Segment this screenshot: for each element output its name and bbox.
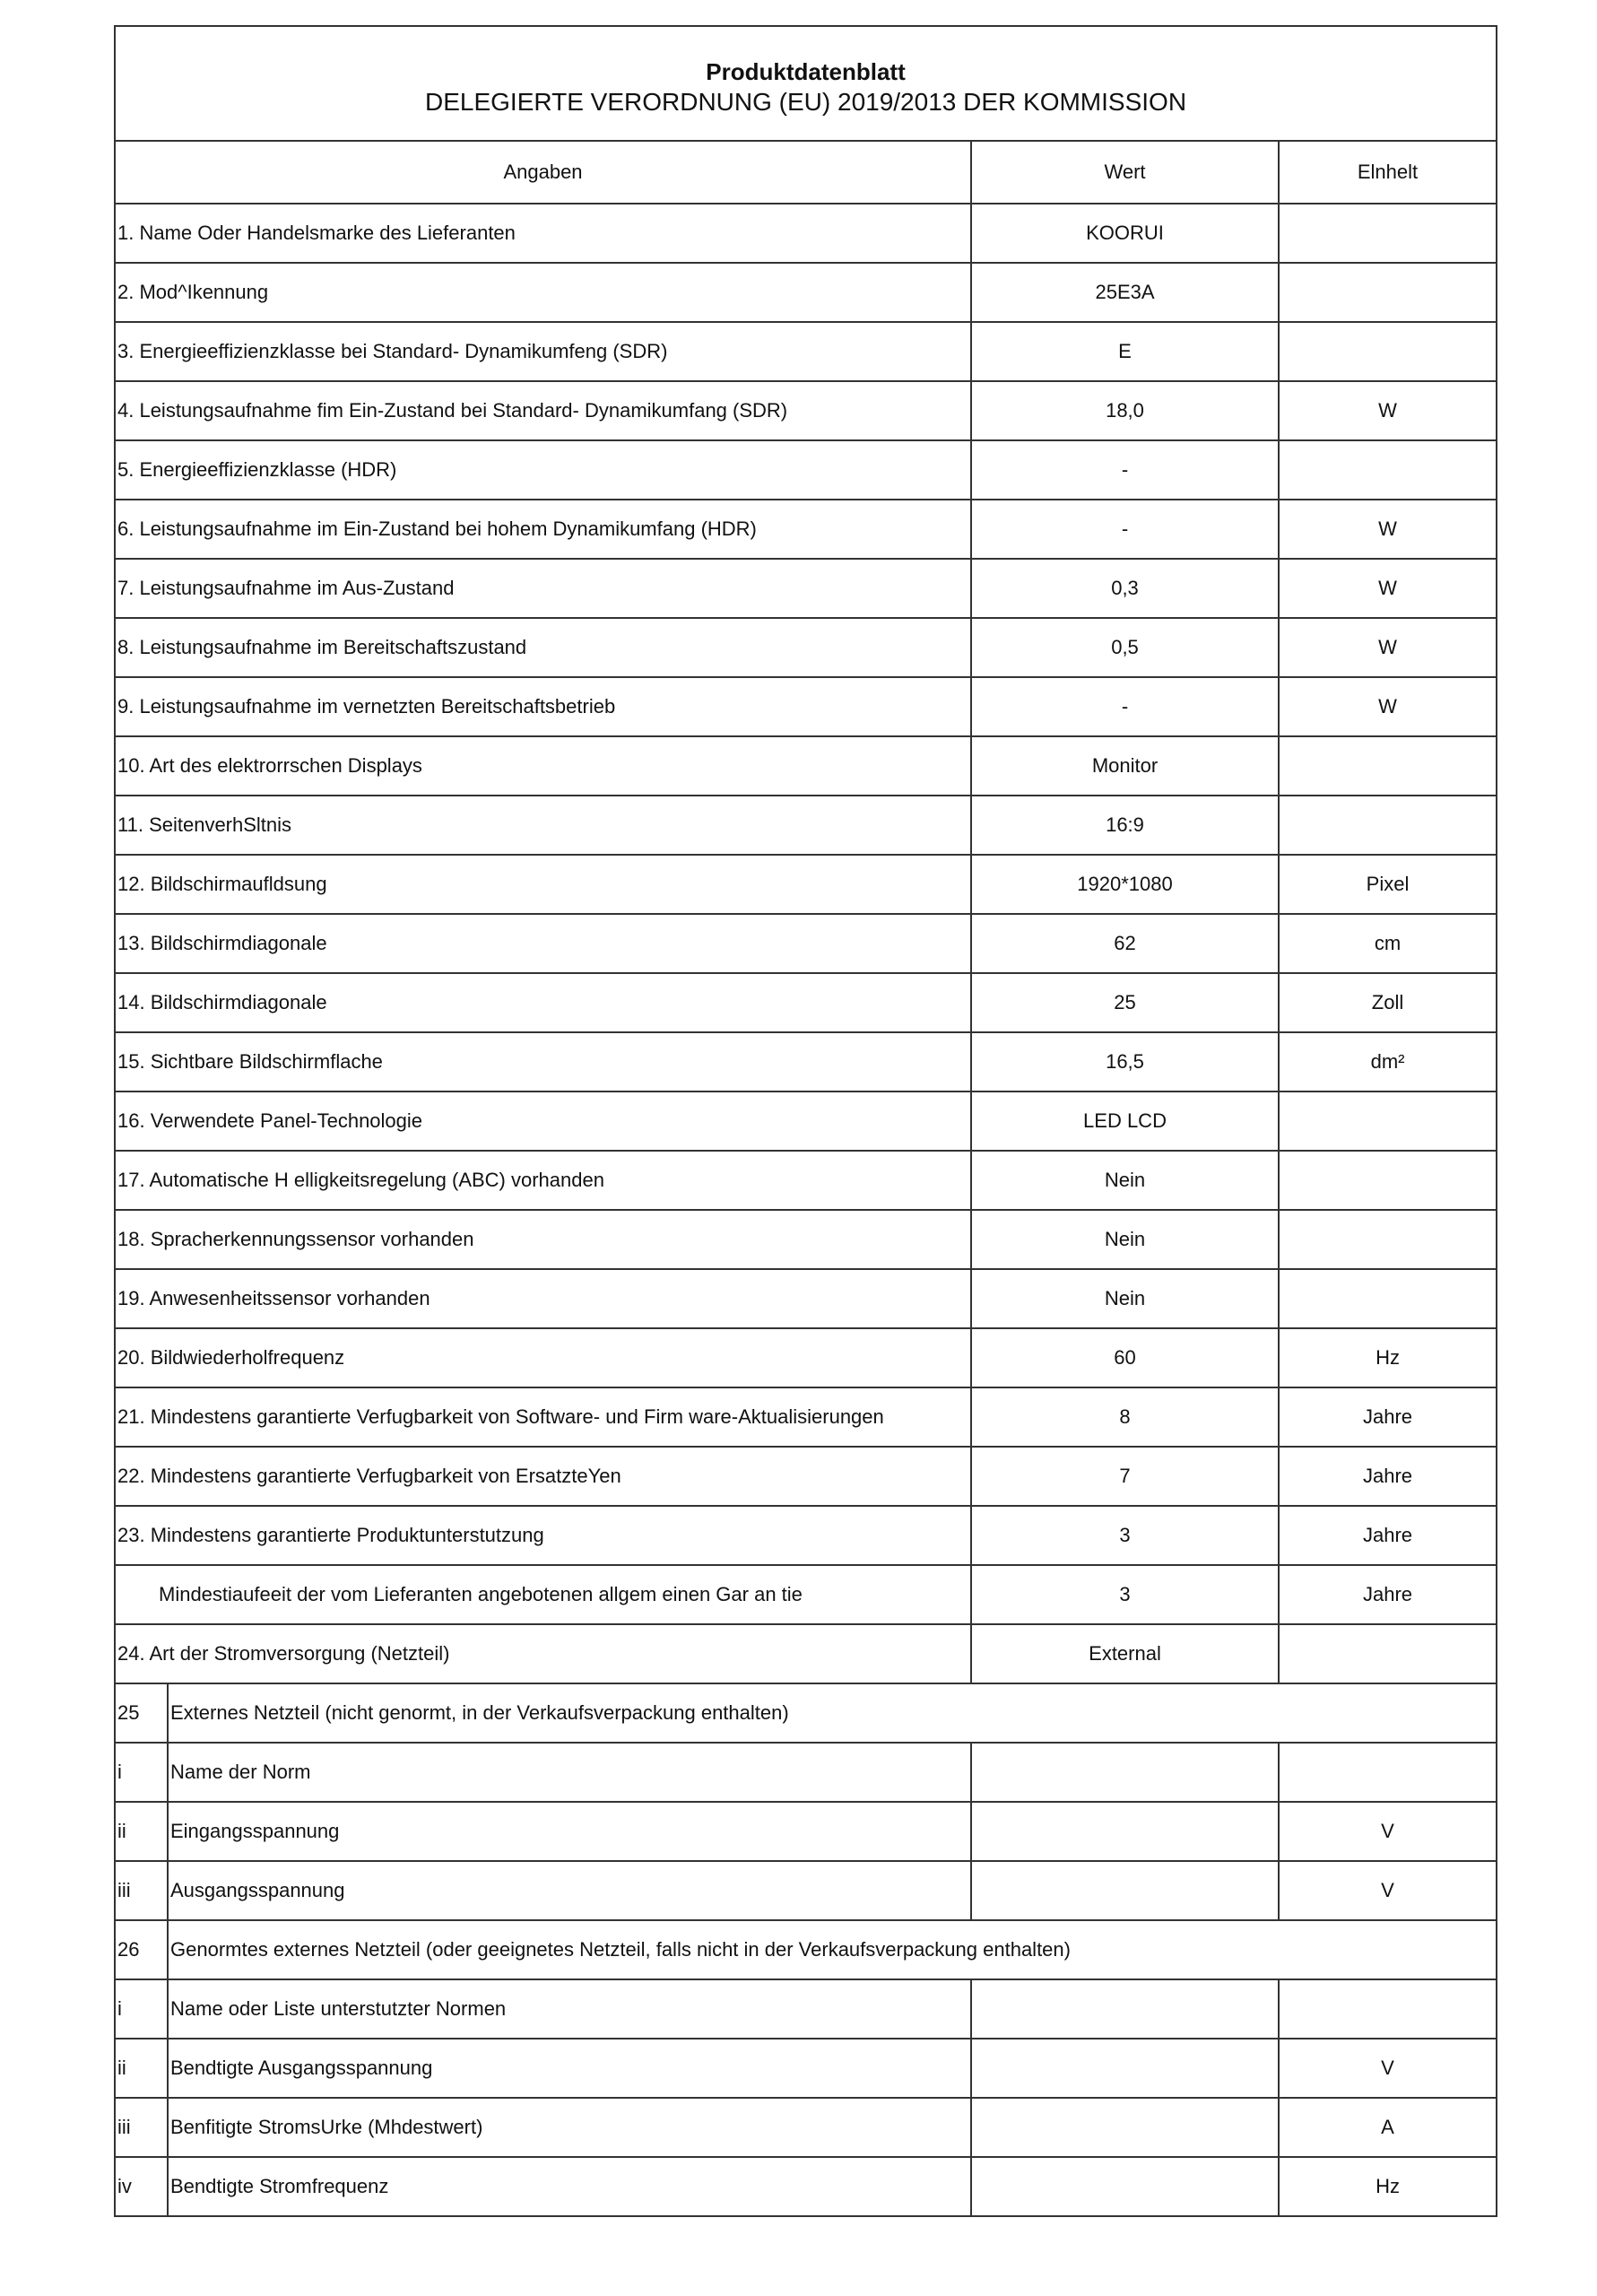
row-value: 3 [971, 1506, 1279, 1565]
row-unit [1279, 204, 1497, 263]
table-row [115, 618, 1497, 677]
item-number: iv [115, 2157, 168, 2216]
table-row [115, 263, 1497, 322]
section-item-row [115, 1743, 1497, 1802]
item-label: Name oder Liste unterstutzter Normen [168, 1979, 971, 2039]
row-value: 0,5 [971, 618, 1279, 677]
table-row [115, 204, 1497, 263]
row-unit: W [1279, 677, 1497, 736]
row-unit: Zoll [1279, 973, 1497, 1032]
row-label: 4. Leistungsaufnahme fim Ein-Zustand bei Standard- Dynamikumfang (SDR) [115, 381, 971, 440]
item-number: ii [115, 2039, 168, 2098]
product-data-sheet-table [114, 25, 1497, 2217]
row-value: LED LCD [971, 1091, 1279, 1151]
row-unit: W [1279, 500, 1497, 559]
table-row [115, 1447, 1497, 1506]
table-row [115, 796, 1497, 855]
row-value: Nein [971, 1269, 1279, 1328]
item-value [971, 1802, 1279, 1861]
item-unit [1279, 1743, 1497, 1802]
table-row [115, 1151, 1497, 1210]
row-unit: cm [1279, 914, 1497, 973]
item-number: ii [115, 1802, 168, 1861]
section-header-row [115, 1920, 1497, 1979]
table-row [115, 500, 1497, 559]
item-value [971, 1743, 1279, 1802]
table-row [115, 1091, 1497, 1151]
row-unit [1279, 1624, 1497, 1683]
table-row [115, 1328, 1497, 1387]
item-unit: A [1279, 2098, 1497, 2157]
row-value: 8 [971, 1387, 1279, 1447]
row-unit [1279, 440, 1497, 500]
row-label: 18. Spracherkennungssensor vorhanden [115, 1210, 971, 1269]
item-unit: V [1279, 2039, 1497, 2098]
table-row [115, 914, 1497, 973]
row-label: 22. Mindestens garantierte Verfugbarkeit von ErsatzteYen [115, 1447, 971, 1506]
row-unit [1279, 1151, 1497, 1210]
table-row [115, 677, 1497, 736]
row-label: 14. Bildschirmdiagonale [115, 973, 971, 1032]
title-row [115, 26, 1497, 141]
row-label: 10. Art des elektrorrschen Displays [115, 736, 971, 796]
section-item-row [115, 2039, 1497, 2098]
header-angaben: Angaben [115, 141, 971, 204]
row-label: 6. Leistungsaufnahme im Ein-Zustand bei hohem Dynamikumfang (HDR) [115, 500, 971, 559]
row-value: 1920*1080 [971, 855, 1279, 914]
row-label: 12. Bildschirmaufldsung [115, 855, 971, 914]
item-value [971, 1861, 1279, 1920]
item-number: iii [115, 2098, 168, 2157]
table-row [115, 1210, 1497, 1269]
row-value: 62 [971, 914, 1279, 973]
row-unit: Jahre [1279, 1447, 1497, 1506]
row-label: 16. Verwendete Panel-Technologie [115, 1091, 971, 1151]
item-value [971, 2039, 1279, 2098]
section-title: Externes Netzteil (nicht genormt, in der Verkaufsverpackung enthalten) [168, 1683, 1497, 1743]
row-value: 25 [971, 973, 1279, 1032]
header-row [115, 141, 1497, 204]
section-number: 25 [115, 1683, 168, 1743]
item-number: i [115, 1979, 168, 2039]
table-row [115, 1387, 1497, 1447]
item-unit [1279, 1979, 1497, 2039]
table-row [115, 1506, 1497, 1565]
row-unit [1279, 1269, 1497, 1328]
item-unit: Hz [1279, 2157, 1497, 2216]
row-label: 24. Art der Stromversorgung (Netzteil) [115, 1624, 971, 1683]
row-unit: Hz [1279, 1328, 1497, 1387]
row-unit: W [1279, 381, 1497, 440]
item-label: Benfitigte StromsUrke (Mhdestwert) [168, 2098, 971, 2157]
table-row [115, 1032, 1497, 1091]
section-header-row [115, 1683, 1497, 1743]
title-cell [115, 26, 1497, 141]
row-unit [1279, 1091, 1497, 1151]
row-value: 7 [971, 1447, 1279, 1506]
item-number: i [115, 1743, 168, 1802]
item-unit: V [1279, 1802, 1497, 1861]
row-label: Mindestiaufeeit der vom Lieferanten angebotenen allgem einen Gar an tie [115, 1565, 971, 1624]
row-label: 7. Leistungsaufnahme im Aus-Zustand [115, 559, 971, 618]
row-value: External [971, 1624, 1279, 1683]
table-row [115, 1624, 1497, 1683]
section-item-row [115, 1802, 1497, 1861]
table-row [115, 1565, 1497, 1624]
row-unit [1279, 736, 1497, 796]
table-row [115, 322, 1497, 381]
row-value: Monitor [971, 736, 1279, 796]
row-value: 3 [971, 1565, 1279, 1624]
row-value: Nein [971, 1210, 1279, 1269]
item-label: Ausgangsspannung [168, 1861, 971, 1920]
item-unit: V [1279, 1861, 1497, 1920]
row-label: 19. Anwesenheitssensor vorhanden [115, 1269, 971, 1328]
section-item-row [115, 2098, 1497, 2157]
row-unit: Pixel [1279, 855, 1497, 914]
row-label: 21. Mindestens garantierte Verfugbarkeit von Software- und Firm ware-Aktualisierungen [115, 1387, 971, 1447]
item-label: Name der Norm [168, 1743, 971, 1802]
row-label: 17. Automatische H elligkeitsregelung (ABC) vorhanden [115, 1151, 971, 1210]
header-einheit: Elnhelt [1279, 141, 1497, 204]
section-item-row [115, 1979, 1497, 2039]
row-value: - [971, 500, 1279, 559]
row-unit: Jahre [1279, 1565, 1497, 1624]
row-value: 16,5 [971, 1032, 1279, 1091]
row-value: KOORUI [971, 204, 1279, 263]
row-value: 18,0 [971, 381, 1279, 440]
table-row [115, 440, 1497, 500]
section-number: 26 [115, 1920, 168, 1979]
row-label: 2. Mod^Ikennung [115, 263, 971, 322]
document-title: Produktdatenblatt [706, 57, 906, 85]
document-subtitle: DELEGIERTE VERORDNUNG (EU) 2019/2013 DER KOMMISSION [425, 87, 1187, 116]
row-label: 3. Energieeffizienzklasse bei Standard- Dynamikumfeng (SDR) [115, 322, 971, 381]
table-row [115, 855, 1497, 914]
row-unit [1279, 263, 1497, 322]
row-value: E [971, 322, 1279, 381]
row-unit: dm² [1279, 1032, 1497, 1091]
row-label: 9. Leistungsaufnahme im vernetzten Bereitschaftsbetrieb [115, 677, 971, 736]
row-value: 16:9 [971, 796, 1279, 855]
row-value: 60 [971, 1328, 1279, 1387]
table-row [115, 973, 1497, 1032]
row-unit [1279, 1210, 1497, 1269]
row-value: 0,3 [971, 559, 1279, 618]
row-unit [1279, 796, 1497, 855]
item-label: Eingangsspannung [168, 1802, 971, 1861]
item-label: Bendtigte Stromfrequenz [168, 2157, 971, 2216]
item-value [971, 1979, 1279, 2039]
row-label: 8. Leistungsaufnahme im Bereitschaftszustand [115, 618, 971, 677]
section-item-row [115, 2157, 1497, 2216]
row-unit [1279, 322, 1497, 381]
table-row [115, 736, 1497, 796]
header-wert: Wert [971, 141, 1279, 204]
row-value: - [971, 440, 1279, 500]
row-unit: Jahre [1279, 1506, 1497, 1565]
table-row [115, 559, 1497, 618]
row-label: 1. Name Oder Handelsmarke des Lieferanten [115, 204, 971, 263]
row-value: - [971, 677, 1279, 736]
row-unit: W [1279, 618, 1497, 677]
row-label: 23. Mindestens garantierte Produktunterstutzung [115, 1506, 971, 1565]
row-label: 11. SeitenverhSltnis [115, 796, 971, 855]
row-value: 25E3A [971, 263, 1279, 322]
row-value: Nein [971, 1151, 1279, 1210]
row-label: 13. Bildschirmdiagonale [115, 914, 971, 973]
item-value [971, 2157, 1279, 2216]
item-number: iii [115, 1861, 168, 1920]
row-label: 5. Energieeffizienzklasse (HDR) [115, 440, 971, 500]
item-label: Bendtigte Ausgangsspannung [168, 2039, 971, 2098]
item-value [971, 2098, 1279, 2157]
row-label: 20. Bildwiederholfrequenz [115, 1328, 971, 1387]
row-unit: W [1279, 559, 1497, 618]
row-unit: Jahre [1279, 1387, 1497, 1447]
table-row [115, 381, 1497, 440]
row-label: 15. Sichtbare Bildschirmflache [115, 1032, 971, 1091]
section-title: Genormtes externes Netzteil (oder geeignetes Netzteil, falls nicht in der Verkaufsverpackung enthalten) [168, 1920, 1497, 1979]
section-item-row [115, 1861, 1497, 1920]
table-row [115, 1269, 1497, 1328]
